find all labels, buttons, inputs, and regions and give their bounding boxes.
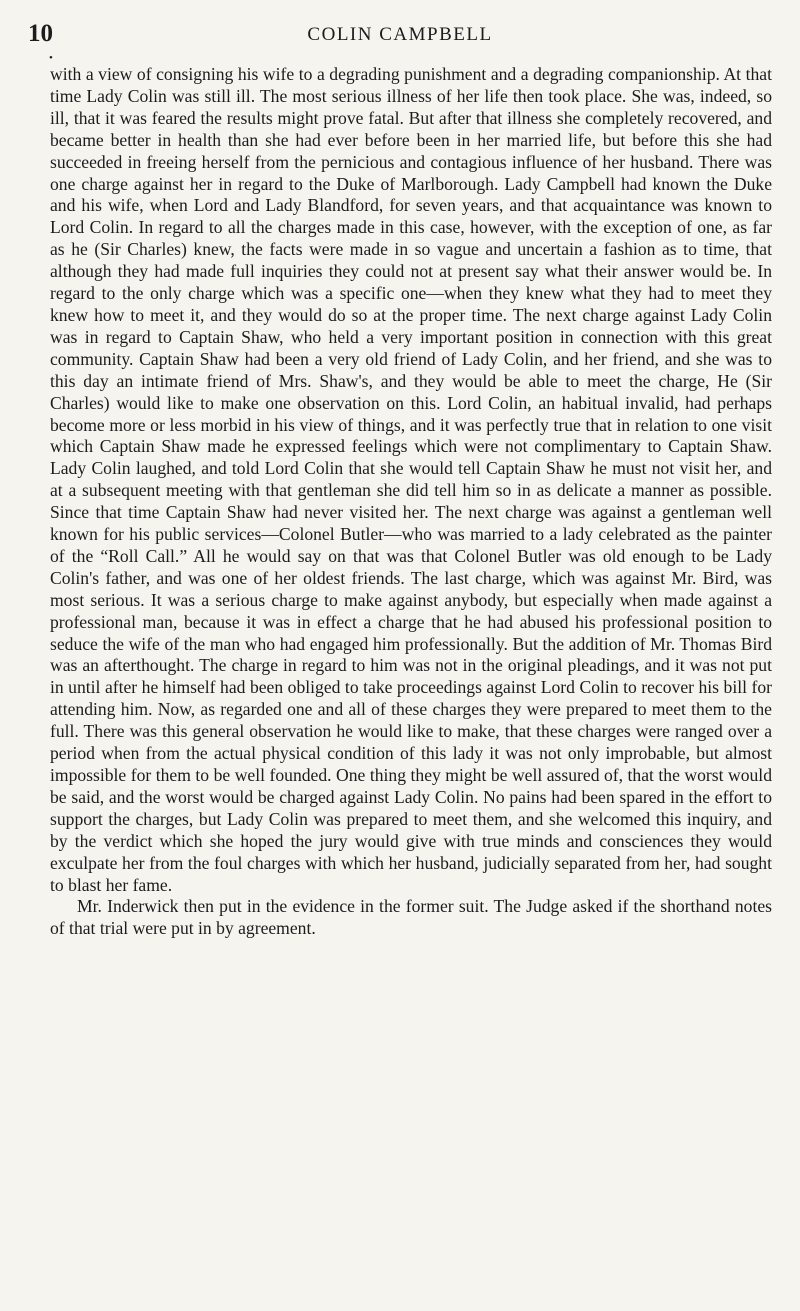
printer-mark: • [49,52,53,64]
body-text [50,64,772,940]
page-number: 10 [28,20,53,47]
running-head: COLIN CAMPBELL [307,24,493,45]
paragraph: with a view of consigning his wife to a degrading punishment and a degrading companionship. At that time Lady Colin was still ill. The most serious illness of her life then took place. She was, indeed, so ill, that it was feared the results might prove fatal. But after that illness she completely recovered, and became better in health than she had ever before been in her married life, but before this she had succeeded in freeing herself from the pernicious and contagious influence of her husband. There was one charge against her in regard to the Duke of Marlborough. Lady Campbell had known the Duke and his wife, when Lord and Lady Blandford, for seven years, and that acquaintance was known to Lord Colin. In regard to all the charges made in this case, however, with the exception of one, as far as he (Sir Charles) knew, the facts were made in so vague and uncertain a fashion as to time, that although they had made full inquiries they could not at present say what their answer would be. In regard to the only charge which was a specific one—when they knew what they had to meet they knew how to meet it, and they would do so at the proper time. The next charge against Lady Colin was in regard to Captain Shaw, who held a very important position in connection with this great community. Captain Shaw had been a very old friend of Lady Colin, and her friend, and she was to this day an intimate friend of Mrs. Shaw's, and they would be able to meet the charge, He (Sir Charles) would like to make one observation on this. Lord Colin, an habitual invalid, had perhaps become more or less morbid in his view of things, and it was perfectly true that in relation to one visit which Captain Shaw made he expressed feelings which were not complimentary to Captain Shaw. Lady Colin laughed, and told Lord Colin that she would tell Captain Shaw he must not visit her, and at a subsequent meeting with that gentleman she did tell him so in as delicate a manner as possible. Since that time Captain Shaw had never visited her. The next charge was against a gentleman well known for his public services—Colonel Butler—who was married to a lady celebrated as the painter of the “Roll Call.” All he would say on that was that Colonel Butler was old enough to be Lady Colin's father, and was one of her oldest friends. The last charge, which was against Mr. Bird, was most serious. It was a serious charge to make against anybody, but especially when made against a professional man, because it was in effect a charge that he had abused his professional position to seduce the wife of the man who had engaged him professionally. But the addition of Mr. Thomas Bird was an afterthought. The charge in regard to him was not in the original pleadings, and it was not put in until after he himself had been obliged to take proceedings against Lord Colin to recover his bill for attending him. Now, as regarded one and all of these charges they were prepared to meet them to the full. There was this general observation he would like to make, that these charges were ranged over a period when from the actual physical condition of this lady it was not only improbable, but almost impossible for them to be well founded. One thing they might be well assured of, that the worst would be said, and the worst would be charged against Lady Colin. No pains had been spared in the effort to support the charges, but Lady Colin was prepared to meet them, and she welcomed this inquiry, and by the verdict which she hoped the jury would give with true minds and consciences they would exculpate her from the foul charges with which her husband, judicially separated from her, had sought to blast her fame. [50,64,772,895]
paragraph: Mr. Inderwick then put in the evidence in the former suit. The Judge asked if the shorthand notes of that trial were put in by agreement. [50,896,772,939]
